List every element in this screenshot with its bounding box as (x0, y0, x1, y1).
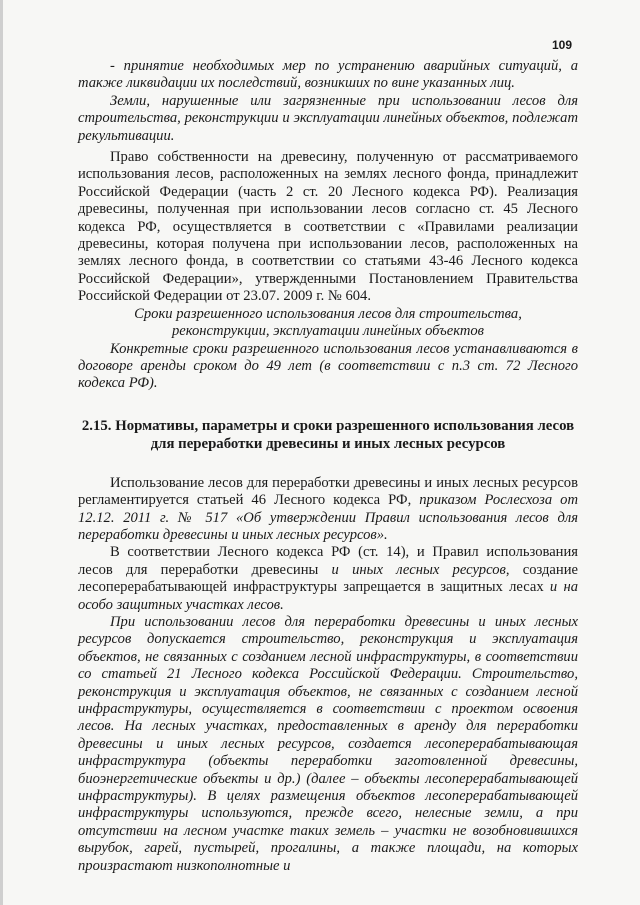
paragraph-ownership: Право собственности на древесину, полученную от рассматриваемого использования лесов, расположенных на землях лесного фонда, принадлежит Российской Федерации (часть 2 ст. 20 Лесного кодекса РФ). Реализация древесины, полученная при использовании лесов согласно ст. 45 Лесного кодекса РФ, осуществляется в соответствии с «Правилами реализации древесины, которая получена при использовании лесов, расположенных на землях лесного фонда, в соответствии со статьями 43-46 Лесного кодекса Российской Федерации», утвержденными Постановлением Правительства Российской Федерации от 23.07. 2009 г. № 604. (78, 149, 578, 305)
scan-edge (0, 0, 3, 905)
paragraph-liquidation: - принятие необходимых мер по устранению аварийных ситуаций, а также ликвидации их последствий, возникших по вине указанных лиц. (78, 58, 578, 92)
prohibition-a: В соответствии Лесного кодекса РФ (ст. 14), и Правил использования лесов для переработки древесины (78, 544, 578, 578)
regulation-order: приказом Рослесхоза от 12.12. 2011 г. № 517 «Об утверждении Правил использования лесов для переработки древесины и иных лесных ресурсов». (78, 492, 578, 543)
paragraph-prohibition (78, 544, 578, 614)
section-heading-line1: 2.15. Нормативы, параметры и сроки разрешенного использования лесов (81, 417, 575, 434)
prohibition-c: , создание лесоперерабатывающей инфраструктуры запрещается в защитных лесах (78, 561, 578, 596)
page-number: 109 (551, 38, 572, 52)
prohibition-d: и на особо защитных участках лесов. (78, 579, 578, 613)
section-heading (78, 417, 578, 453)
subheading-terms: Сроки разрешенного использования лесов для строительства, реконструкции, эксплуатации линейных объектов (134, 305, 522, 340)
paragraph-construction: При использовании лесов для переработки древесины и иных лесных ресурсов допускается строительство, реконструкция и эксплуатация объектов, не связанных с созданием лесной инфраструктуры, в соответствии со статьей 21 Лесного кодекса Российской Федерации. Строительство, реконструкция и эксплуатация объектов, не связанных с созданием лесной инфраструктуры, осуществляется в соответствии с проектом освоения лесов. На лесных участках, предоставленных в аренду для переработки древесины и иных лесных ресурсов, создается лесоперерабатывающая инфраструктура (объекты переработки заготовленной древесины, биоэнергетические объекты и др.) (далее – объекты лесоперерабатывающей инфраструктуры). В целях размещения объектов лесоперерабатывающей инфраструктуры используются, прежде всего, нелесные земли, а при отсутствии на лесном участке таких земель – участки не возобновившихся вырубок, гарей, пустырей, прогалины, а также площади, на которых произрастают низкополнотные и (78, 613, 578, 874)
section-heading-line2: для переработки древесины и иных лесных ресурсов (150, 435, 506, 452)
paragraph-regulation (78, 475, 578, 545)
prohibition-b: и иных лесных ресурсов (331, 561, 506, 578)
regulation-text: Использование лесов для переработки древесины и иных лесных ресурсов регламентируется статьей 46 Лесного кодекса РФ, (78, 474, 578, 509)
paragraph-lease-terms: Конкретные сроки разрешенного использования лесов устанавливаются в договоре аренды сроком до 49 лет (в соответствии с п.3 ст. 72 Лесного кодекса РФ). (78, 340, 578, 392)
paragraph-recultivation: Земли, нарушенные или загрязненные при использовании лесов для строительства, реконструкции и эксплуатации линейных объектов, подлежат рекультивации. (78, 92, 578, 144)
page-body (78, 58, 578, 875)
